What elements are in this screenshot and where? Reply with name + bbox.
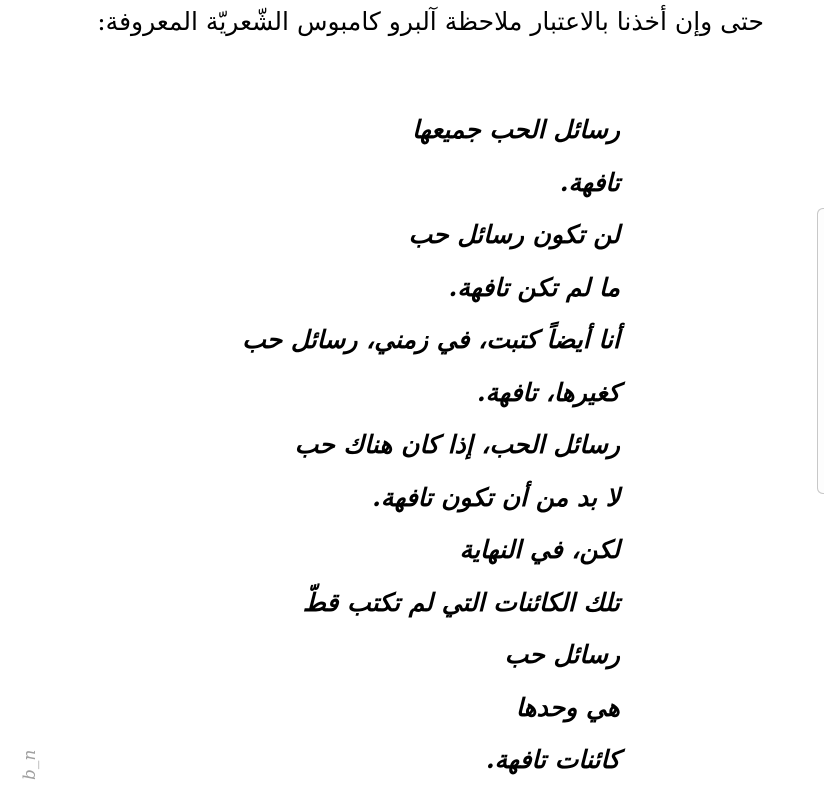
poem-line: تافهة. <box>559 167 620 197</box>
poem-line: لكن، في النهاية <box>459 535 620 564</box>
poem-line: رسائل الحب جميعها <box>412 115 620 144</box>
poem-line: ما لم تكن تافهة. <box>448 272 620 302</box>
watermark: b_n <box>20 749 40 780</box>
intro-paragraph: حتى وإن أخذنا بالاعتبار ملاحظة آلبرو كامبوس الشّعريّة المعروفة: <box>97 7 764 36</box>
poem-line: كائنات تافهة. <box>485 745 620 774</box>
poem-line: لن تكون رسائل حب <box>408 220 620 249</box>
poem-line: رسائل حب <box>504 640 620 669</box>
poem-line: رسائل الحب، إذا كان هناك حب <box>294 430 620 459</box>
poem-line: أنا أيضاً كتبت، في زمني، رسائل حب <box>242 325 620 354</box>
poem-line: تلك الكائنات التي لم تكتب قطّ <box>302 587 620 617</box>
poem-line: كغيرها، تافهة. <box>476 377 620 407</box>
poem-line: لا بد من أن تكون تافهة. <box>372 482 620 512</box>
scroll-handle[interactable] <box>817 208 824 494</box>
poem <box>60 104 620 787</box>
poem-line: هي وحدها <box>515 692 620 722</box>
